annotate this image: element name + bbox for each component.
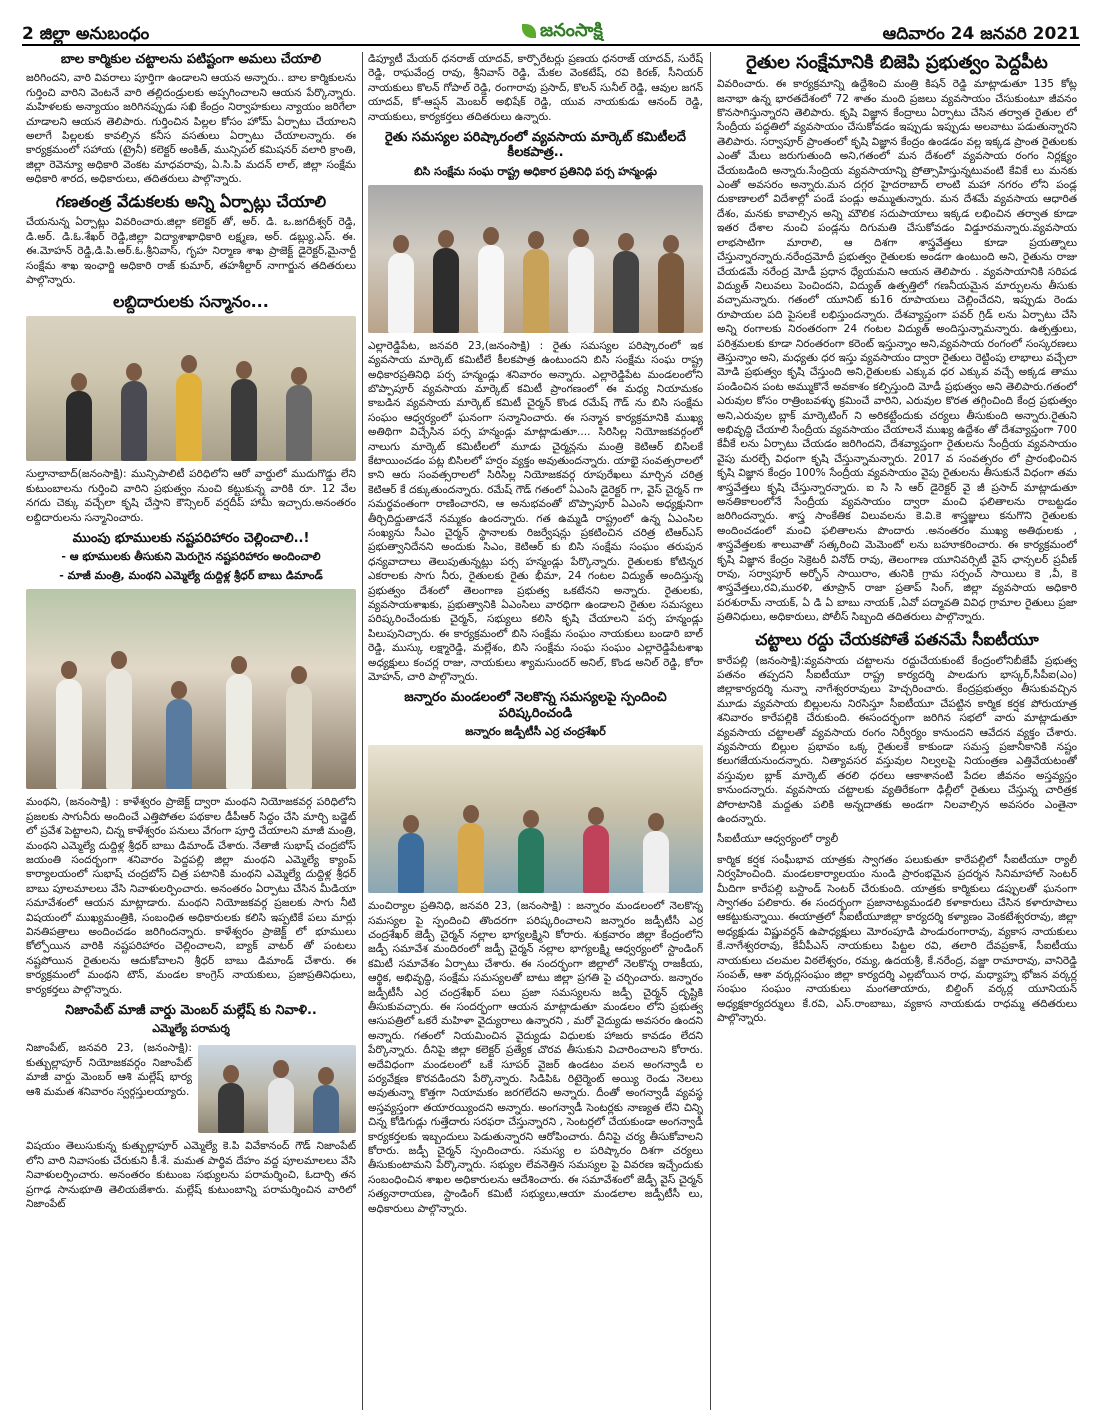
article-body: చేయనున్న ఏర్పాట్లు వివరించారు.జిల్లా కలెక్టర్ తో, అర్. డి. ఒ.జగదీశ్వర్ రెడ్డి, డి.అర్. డి.ఓ.శేఖర్ రెడ్డి,జిల్లా విద్యాశాఖాధికారి లక్ష్మణ, అర్. డబ్ల్యు.ఎస్. ఈ. ఈ.మోహన్ రెడ్డి,డి.పి.అర్.ఓ.శ్రీనివాస్, గృహ నిర్మాణ శాఖ ప్రాజెక్ట్ డైరెక్టర్,మైనార్టీ సంక్షేమ శాఖ ఇంఛార్జి అధికారి రాజ్ కుమార్, తహశీల్దార్ నాగార్జున తదితరులు పాల్గొన్నారు.	[26, 216, 356, 287]
photo-figure	[478, 245, 504, 333]
photo-figure	[398, 833, 424, 893]
article-row	[26, 1041, 356, 1139]
photo-figure	[106, 669, 132, 789]
article-subhead: - ఆ భూములకు తీసుకుని మెరుగైన నష్టపరిహారం అందించాలి	[61, 550, 321, 564]
article-headline: రైతు సమస్యల పరిష్కారంలో వ్యవసాయ మార్కెట్ కమిటీలదే కీలకపాత్ర..	[385, 130, 686, 161]
article-headline: బాల కార్మికుల చట్టాలను పటిష్టంగా అమలు చేయాలి	[60, 52, 322, 67]
article-headline: ముంపు భూములకు నష్టపరిహారం చెల్లించాలి..!	[72, 530, 310, 546]
news-photo	[368, 745, 703, 893]
photo-figure	[613, 251, 639, 333]
photo-figure	[458, 823, 484, 893]
photo-figure	[286, 385, 312, 461]
article-headline: గణతంత్ర వేడుకలకు అన్ని ఏర్పాట్లు చేయాలి	[55, 191, 327, 211]
photo-figure	[643, 831, 669, 893]
article-headline: లబ్దిదారులకు సన్మానం...	[113, 292, 269, 312]
article-body: సీఐటీయూ ఆధ్వర్యంలో ర్యాలీ	[717, 833, 839, 846]
article-body: విషయం తెలుసుకున్న కుత్బుల్లాపూర్ ఎమ్మెల్యే కె.పి వివేకానంద్ గౌడ్ నిజాంపేట్ లోని వారి నివాసంకు చేరుకుని కీ.శే. మమత పార్థివ దేహం వద్ద పూలమాలలు వేసి నివాళులర్పించారు. అనంతరం కుటుంబ సభ్యులను పరామర్శించి, ఓదార్చి తన ప్రగాఢ సానుభూతి తెలియజేశారు. మల్లేష్ కుటుంబాన్ని పరామర్శించిన వారిలో నిజాంపేట్	[26, 1140, 356, 1210]
photo-figure	[433, 248, 459, 333]
photo-figure	[66, 391, 92, 461]
photo-figure	[313, 1085, 339, 1133]
article-body: వివరించారు. ఈ కార్యక్రమాన్ని ఉద్దేశించి మంత్రి కిషన్ రెడ్డి మాట్లాడుతూ 135 కోట్ల జనాభా ఉన్న భారతదేశంలో 72 శాతం మంది ప్రజలు వ్యవసాయం చేసుకుంటూ జీవనం కొనసాగిస్తున్నారని తెలిపారు. కృషి విజ్ఞాన కేంద్రాలు ఏర్పాటు చేసిన తర్వాత రైతుల లో సేంద్రీయ పద్ధతిలో వ్యవసాయం చేసుకోవడం ఇప్పుడు ఇప్పుడు అలవాటు పడుతున్నారని తెలిపారు. సర్వాపూర్ ప్రాంతంలో కృషి విజ్ఞాన కేంద్రం ఉండడం వల్ల ఇక్కడ ప్రాంత రైతులకు ఎంతో మేలు జరుగుతుంది అని,గతంలో మన దేశంలో వ్యవసాయ రంగం నిర్లక్ష్యం చేయబడింది అన్నారు.సేంద్రియ వ్యవసాయాన్ని ప్రోత్సాహిస్తున్నటువంటి కేవికే లు మనకు ఎంతో అవసరం అన్నారు.మన దగ్గర హైదరాబాద్ లాంటి మహా నగరం లోని పండ్ల దుకాణాలలో విదేశాల్లో పండే పండ్లు అమ్ముతున్నారు. మన దేశమే వ్యవసాయ ఆధారిత దేశం, మనకు కావాల్సిన అన్ని మౌలిక సదుపాయాలు ఇక్కడ లభించిన తర్వాత కూడా ఇతర దేశాల నుంచి పండ్లను దిగుమతి చేసుకోవడం విడ్డూరమన్నారు.వ్యవసాయ లాభసాటిగా మారాలి, ఆ దిశగా శాస్త్రవేత్తలు కూడా ప్రయత్నాలు చేస్తున్నారన్నారు.నరేంద్రమోదీ ప్రభుత్వం రైతులకు అండగా ఉంటుంది అని, రైతును రాజు చేయడమే నరేంద్ర మోడీ ప్రధాన ధ్యేయమని ఆయన తెలిపారు . వ్యవసాయానికి సరిపడ విద్యుత్ నిలువలు పెంచిందని, విద్యుత్ ఉత్పత్తిలో గణనీయమైన మార్పులను తీసుకు వచ్చామన్నారు. గతంలో యూనిట్ కు16 రూపాయలు చెల్లించేదని, ఇప్పుడు రెండు రూపాయల పది పైసలకే లభిస్తుందన్నారు. దేశవ్యాప్తంగా పవర్ గ్రిడ్ లను ఏర్పాటు చేసి అన్ని రంగాలకు నిరంతరంగా 24 గంటల విద్యుత్ అందిస్తున్నామన్నారు. ఉత్పత్తులు, పరిశ్రమలకు కూడా నిరంతరంగా కరెంట్ ఇస్తున్నాం అని,వ్యవసాయ రంగంలో సంస్కరణలు తెస్తున్నాం అని, మధ్యతు ధర ఇస్తు వ్యవసాయం ద్వారా రైతులు రెట్టింపు లాభాలు వచ్చేలా మోడి ప్రభుత్వం కృషి చేస్తుంది అని,రైతులకు ఎక్కువ ధర ఎక్కువ వచ్చే అక్కడ తాము పండించిన పంట అమ్ముకొనే అవకాశం కల్పిస్తుంది మోడీ ప్రభుత్వం అని తెలిపారు.గతంలో ఎరువుల కోసం రాత్రింబవళ్ళు క్రమించే వారిని, ఎరువుల కొరత తగ్గించింది కేంద్ర ప్రభుత్వం అని,ఎరువుల బ్లాక్ మార్కెటింగ్ ని అరికట్టేందుకు చర్యలు తీసుకుంది అన్నారు.రైతుని అభివృద్ధి చేయాలి సేంద్రీయ వ్యవసాయం చేయాలనే ముఖ్య ఉద్దేశం తో దేశవ్యాప్తంగా 700 కేవీకే లను ఏర్పాటు చేయడం జరిగిందని, దేశవ్యాప్తంగా రైతులను సేంద్రీయ వ్యవసాయం వైపు మరల్చే విధంగా కృషి చేస్తున్నామన్నారు. 2017 వ సంవత్సరం లో ప్రారంభించిన కృషి విజ్ఞాన కేంద్రం 100% సేంద్రీయ వ్యవసాయం వైపు రైతులను తీసుకునే విధంగా తమ శాస్త్రవేత్తలు కృషి చేస్తున్నారన్నారు. ఐ సి సి ఆర్ డైరెక్టర్ వై జీ ప్రసాద్ మాట్లాడుతూ అనతికాలంలోనే సేంద్రీయ వ్యవసాయం ద్వారా మంచి ఫలితాలను రాబట్టడం జరిగిందన్నారు. శాస్త్ర సాంకేతిక విలువలను కె.వి.కె శాస్త్రజ్ఞులు కనుగొని రైతులకు అందించడంలో మంచి ఫలితాలను పొందారు .అనంతరం ముఖ్య అతిథులకు , శాస్త్రవేత్తలకు శాలువాతో సత్కరించి మెమెంటో లను బహూకరించారు. ఈ కార్యక్రమంలో కృషి విజ్ఞాన కేంద్రం సెక్రెటరీ వినోద్ రావు, తెలంగాణ యూనివర్సిటీ వైస్ ఛాన్సలర్ ప్రవీణ్ రావు, సర్వాపూర్ అర్బోన్ సాయిరాం, తునికి గ్రామ సర్పంచ్ సాయిలు కె ,వీ, కె శాస్త్రవేత్తలు,రవి,మురళి, తూప్రాన్ రాజా ప్రతాప్ సింగ్, జిల్లా వ్యవసాయ అధికారి పరశురామ్ నాయక్, ఏ డి ఏ బాబు నాయక్ ,ఏవో పద్మావతి వివిధ గ్రామాల రైతులు ప్రజా ప్రతినిధులు, అధికారులు, పోలీస్ సిబ్బంది తదితరులు పాల్గొన్నారు.	[717, 78, 1077, 624]
news-photo	[26, 589, 356, 789]
article-subhead: బిసి సంక్షేమ సంఘ రాష్ట్ర అధికార ప్రతినిధి పర్స హన్మండ్లు	[414, 164, 657, 178]
column-divider	[362, 52, 363, 1410]
photo-figure	[583, 825, 609, 893]
article-body: జరిగిందని, వారి వివరాలు పూర్తిగా ఉండాలని ఆయన అన్నారు.. బాల కార్మికులను గుర్తించి వారిని వెంటనే వారి తల్లిదండ్రులకు అప్పగించాలని ఆయన పేర్కొన్నారు. మహిళలకు అన్యాయం జరిగినప్పుడు సఖి కేంద్రం నిర్వాహకులు న్యాయం జరిగేలా చూడాలని ఆయన తెలిపారు. గుర్తించిన పిల్లల కోసం హోమ్ ఏర్పాటు చేయాలని అలాగే పిల్లలకు కావల్సిన కనీస వసతులు ఏర్పాటు చేయాలన్నారు. ఈ కార్యక్రమంలో సహాయ (ట్రైనీ) కలెక్టర్ అంకిత్, మున్సిపల్ కమిషనర్ వలారి క్రాంతి, జిల్లా రెవెన్యూ అధికారి వెంకట మాధవరావు, ఏ.సి.పి మదన్ లాల్, జిల్లా సంక్షేమ అధికారి శారద, అధికారులు, తదితరులు పాల్గొన్నారు.	[26, 72, 356, 186]
photo-figure	[226, 674, 252, 789]
masthead-logo	[522, 20, 603, 45]
column-middle	[368, 52, 703, 1412]
article-body: డిప్యూటీ మేయర్ ధనరాజ్ యాదవ్, కార్పొరేటర్లు ప్రణయ ధనరాజ్ యాదవ్, సురేష్ రెడ్డి, రాఘవేంద్ర రావు, శ్రీనివాస్ రెడ్డి, మేకల వెంకటేష్, రవి కిరణ్, సీనియర్ నాయకులు కొలన్ గోపాల్ రెడ్డి, రంగారావు ప్రసాద్, కొలన్ సునీల్ రెడ్డి, ఆవుల జగన్ యాదవ్, కో-ఆప్షన్ మెంబర్ అభిషేక్ రెడ్డి, యువ నాయకుడు ఆనంద్ రెడ్డి, నాయకులు, కార్యకర్తలు తదితరులు ఉన్నారు.	[368, 53, 703, 123]
article-subhead: ఎమ్మెల్యే పరామర్శ	[152, 1022, 230, 1036]
article-body: మంథని, (జనంసాక్షి) : కాళేశ్వరం ప్రాజెక్ట్ ద్వారా మంథని నియోజకవర్గ పరిధిలోని ప్రజలకు సాగునీరు అందించే ఎత్తిపోతల పథకాల డీపీఆర్ సిద్ధం చేసి మార్చి బడ్జెట్ లో ప్రవేశ పెట్టాలని, చిన్న కాళేశ్వరం పనులు వేగంగా పూర్తి చేయాలని మాజీ మంత్రి, మంథని ఎమ్మెల్యే దుద్దిళ్ల శ్రీధర్ బాబు డిమాండ్ చేశారు. నేతాజీ సుభాష్ చంద్రబోస్ జయంతి సందర్భంగా శనివారం పెద్దపల్లి జిల్లా మంథని ఎమ్మెల్యే క్యాంప్ కార్యాలయంలో సుభాష్ చంద్రబోస్ చిత్ర పటానికి మంథని ఎమ్మెల్యే దుద్దిళ్ల శ్రీధర్ బాబు పూలమాలలు వేసి నివాళులర్పించారు. అనంతరం ఏర్పాటు చేసిన మీడియా సమావేశంలో ఆయన మాట్లాడారు. మంథని నియోజకవర్గ ప్రజలకు సాగు నీటి విషయంలో ముఖ్యమంత్రికి, సంబంధిత అధికారులకు కలిసి ఇప్పటికే పలు మార్లు వినతిపత్రాలు అందించడం జరిగిందన్నారు. కాళేశ్వరం ప్రాజెక్ట్ లో భూములు కోల్పోయిన వారికి నష్టపరిహారం చెల్లించాలని, బ్యాక్ వాటర్ తో పంటలు నష్టపోయిన రైతులను ఆదుకోవాలని శ్రీధర్ బాబు డిమాండ్ చేశారు. ఈ కార్యక్రమంలో మంథని టౌన్, మండల కాంగ్రెస్ నాయకులు, ప్రజాప్రతినిధులు, కార్యకర్తలు పాల్గొన్నారు.	[26, 796, 356, 996]
logo-text: జనంసాక్షి	[540, 20, 603, 41]
article-body: కారేపల్లి (జనంసాక్షి):వ్యవసాయ చట్టాలను రద్దుచేయకుంటే కేంద్రంలోనిబీజేపీ ప్రభుత్వ పతనం తప్పదని సీఐటీయూ రాష్ట్ర కార్యదర్శి పాలడుగు భాస్కర్,సీపీఐ(ఎం) జిల్లాకార్యదర్శి నున్నా నాగేశ్వరరావులు హెచ్చరించారు. కేంద్రప్రభుత్వం తీసుకువచ్చిన మూడు వ్యవసాయ బిల్లులను నిరసిస్తూ సీఐటీయూ చేపట్టిన కార్మిక కర్షక పోరుయాత్ర శనివారం కారేపల్లికి చేరుకుంది. ఈసందర్భంగా జరిగిన సభలో వారు మాట్లాడుతూ వ్యవసాయ చట్టాలతో వ్యవసాయ రంగం నిర్వీర్యం కానుందని ఆవేదన వ్యక్తం చేశారు. వ్యవసాయ బిల్లుల ప్రభావం ఒక్క రైతులకే కాకుండా సమస్త ప్రజానీకానికి నష్టం కలుగజేయనుందన్నారు. నిత్యావసర వస్తువుల నిల్వలపై నియంత్రణ ఎత్తివేయటంతో వస్తువుల బ్లాక్ మార్కెట్ తరలి ధరలు ఆకాశానంటి పేదల జీవనం అస్తవ్యస్తం కానుందన్నారు. వ్యవసాయ చట్టాలకు వ్యతిరేకంగా ఢిల్లీలో రైతులు చేస్తున్న చారిత్రక పోరాటానికి మద్దతు పలికి అన్నదాతకు అండగా నిలవాల్సిన అవసరం ఎంతైనా ఉందన్నారు.	[717, 654, 1077, 826]
photo-figure	[518, 828, 544, 893]
article-headline: నిజాంపేట్ మాజీ వార్డు మెంబర్ మల్లేష్ కు నివాళి..	[65, 1003, 317, 1018]
photo-figure	[658, 253, 684, 333]
page-number-label: 2 జిల్లా అనుబంధం	[22, 24, 150, 44]
article-headline: రైతుల సంక్షేమానికి బిజెపి ప్రభుత్వం పెద్దపీట	[746, 52, 1048, 73]
column-right	[717, 52, 1077, 1412]
photo-figure	[166, 699, 192, 789]
article-body: సుల్తానాబాద్(జనంసాక్షి): మున్సిపాలిటీ పరిధిలోని ఆరో వార్డులో ముదుగొడ్డు లేని కుటుంబాలను గుర్తించి వారిని ప్రభుత్వం నుంచి కట్టుకున్న వారికి రూ. 12 వేల నగదు చెక్కు వచ్చేలా కృషి చేస్తాని కౌన్సిలర్ వర్షదీప్ హామీ ఇచ్చారు.అనంతరం లబ్దిదారులను సన్మానించారు.	[26, 468, 356, 524]
photo-figure	[176, 373, 202, 461]
photo-figure	[231, 379, 257, 461]
header-rule	[22, 44, 1080, 46]
photo-figure	[388, 253, 414, 333]
photo-figure	[56, 679, 82, 789]
photo-figure	[286, 684, 312, 789]
article-body: కార్మిక కర్షక సంఘీభావ యాత్రకు స్వాగతం పలుకుతూ కారేపల్లిలో సీఐటీయూ ర్యాలీ నిర్వహించింది. మండలకార్యాలయం నుండి ప్రారంభమైన ప్రదర్శన సినిమాహాల్ సెంటర్ మీదిగా కారేపల్లి బస్టాండ్ సెంటర్ చేరుకుంది. యాత్రకు కార్మికులు డప్పులతో ఘనంగా స్వాగతం పలికారు. ఈ సందర్భంగా ప్రజానాట్యమండలి కళాకారులు చేసిన కళారూపాలు ఆకట్టుకున్నాయి. ఈయాత్రలో సీఐటీయూజిల్లా కార్యదర్శి కళ్యాణం వెంకటేశ్వరరావు, జిల్లా అధ్యక్షుడు విష్ణువర్ధన్ ఉపాధ్యక్షులు మోరంపూడి పాండురంగారావు, వ్యకాస నాయకులు కే.నాగేశ్వరరావు, కేవీపీఎస్ నాయకులు పిట్టల రవి, తలారి దేవప్రకాశ్, సీఐటీయు నాయకులు చలమల విఠలేశ్వరం, రమ్య, ఉదయశ్రీ, కే.నరేంద్ర, వజ్జా రామారావు, వానిరెడ్డి సంపత్, ఆశా వర్కర్లసంఘం జిల్లా కార్యదర్శి ఎల్లబోయిన రాధ, మధ్యాహ్న భోజన వర్కర్ల సంఘం సంఘం నాయకులు మంగతాయారు, బిల్డింగ్ వర్కర్ల యూనియన్ అధ్యక్షకార్యదర్శులు కే.రవి, ఎస్.రాంబాబు, వ్యకాస నాయకుడు రాధమ్మ తదితరులు పాల్గొన్నారు.	[717, 853, 1077, 1025]
leaf-icon	[522, 24, 536, 38]
photo-figure	[121, 381, 147, 461]
article-body: నిజాంపేట్, జనవరి 23, (జనంసాక్షి): కుత్బుల్లాపూర్ నియోజకవర్గం నిజాంపేట్ మాజీ వార్డు మెంబర్ ఆశి మల్లేష్ భార్య ఆశి మమత శనివారం స్వర్గస్తులయ్యారు.	[26, 1042, 192, 1098]
page-header	[22, 16, 1080, 56]
photo-figure	[523, 249, 549, 333]
photo-figure	[268, 1078, 294, 1133]
article-body: ఎల్లారెడ్డిపేట, జనవరి 23,(జనంసాక్షి) : రైతు సమస్యల పరిష్కారంలో ఇక వ్యవసాయ మార్కెట్ కమిటీలే కీలకపాత్ర ఉంటుందని బిసి సంక్షేమ సంఘ రాష్ట్ర అధికారప్రతినిధి పర్స హన్మండ్లు శనివారం అన్నారు. ఎల్లారెడ్డిపేట మండలంలోని బొప్పాపూర్ వ్యవసాయ మార్కెట్ కమిటీ ప్రాంగణంలో ఈ మధ్య నియామకం కాబడిన వ్యవసాయ మార్కెట్ కమిటీ చైర్మన్ కొండ రమేష్ గౌడ్ ను బిసి సంక్షేమ సంఘం ఆధ్వర్యంలో ఘనంగా సన్మానించారు. ఈ సన్మాన కార్యక్రమానికి ముఖ్య అతిథిగా విచ్చేసిన పర్స హన్మండ్లు మాట్లాడుతూ.... సిరిసిల్ల నియోజకవర్గంలో నాలుగు మార్కెట్ కమిటీలలో మూడు చైర్మన్లను మంత్రి కెటిఆర్ బిసిలకే కేటాయించడం పట్ల బిసిలలో హర్షం వ్యక్తం అవుతుందన్నారు. యాభై సంవత్సరాలలో కాని ఆరు సంవత్సరాలలో సిరిసిల్ల నియోజకవర్గ రూపురేఖలు మార్చిన చరిత్ర కెటిఆర్ కే దక్కుతుందన్నారు. రమేష్ గౌడ్ గతంలో ఏఎంసి డైరెక్టర్ గా, వైస్ చైర్మన్ గా సమర్థవంతంగా రాణించారని, ఆ అనుభవంతో బొప్పాపూర్ ఏఎంసి అధ్యక్షునిగా తీర్చిదిద్దుతాడనే నమ్మకం ఉందన్నారు. గత ఉమ్మడి రాష్ట్రంలో ఉన్న ఏఎంసిల సంఖ్యను సీఎం చైర్మన్ స్థానాలకు రిజర్వేషన్లు ప్రకటించిన చరిత్ర టిఆర్ఎస్ ప్రభుత్వానిదేనని అందుకు సిఎం, కెటిఆర్ కు బిసి సంక్షేమ సంఘం తరుపున ధన్యవాదాలు తెలుపుతున్నట్లు పర్స హన్మండ్లు పేర్కొన్నారు. రైతులకు కోటిన్నర ఎకరాలకు సాగు నీరు, రైతులకు రైతు భీమా, 24 గంటల విద్యుత్ అందిస్తున్న ప్రభుత్వం దేశంలో తెలంగాణ ప్రభుత్వ ఒకటేనని అన్నారు. రైతులకు, వ్యవసాయశాఖకు, ప్రభుత్వానికి ఏఎంసిలు వారధిగా ఉండాలని రైతుల సమస్యలు పరిష్కరించేందుకు చైర్మన్, సభ్యులు కలిసి కృషి చేయాలని పర్స హన్మండ్లు పిలుపునిచ్చారు. ఈ కార్యక్రమంలో బిసి సంక్షేమ సంఘం నాయకులు బండారి బాల్ రెడ్డి, ముస్కు లక్ష్మారెడ్డి, మల్లేశం, బిసి సంక్షేమ సంఘ సంఘం ఎల్లారెడ్డిపేటశాఖ అధ్యక్షులు కంచర్ల రాజు, నాయకులు శ్యామసుందర్ అనిల్, కొండ అనిల్ రెడ్డి, కోరా మోహన్, చారి పాల్గొన్నారు.	[368, 339, 703, 684]
article-body: మంచిర్యాల ప్రతినిధి, జనవరి 23, (జనంసాక్షి) : జన్నారం మండలంలో నెలకొన్న సమస్యల పై స్పందించి తొందరగా పరిష్కరించాలని జన్నారం జడ్పీటీసీ ఎర్ర చంద్రశేఖర్ జెడ్పీ చైర్మన్ నల్లాల భాగ్యలక్ష్మిని కోరారు. శుక్రవారం జిల్లా కేంద్రంలోని జడ్పీ సమావేశ మందిరంలో జడ్పీ చైర్మన్ నల్లాల భాగ్యలక్ష్మి ఆధ్వర్యంలో స్టాండింగ్ కమిటీ సమావేశం ఏర్పాటు చేశారు. ఈ సందర్భంగా జిల్లాలో నెలకొన్న రాజకీయ, ఆర్థిక, అభివృద్ధి, సంక్షేమ సమస్యలతో బాటు జిల్లా ప్రగతి పై చర్చించారు. జన్నారం జడ్పీటీసీ ఎర్ర చంద్రశేఖర్ పలు ప్రజా సమస్యలను జడ్పీ చైర్మన్ దృష్టికి తీసుకువచ్చారు. ఈ సందర్భంగా ఆయన మాట్లాడుతూ మండలం లోని ప్రభుత్వ ఆసుపత్రిలో ఒకరే మహిళా వైద్యురాలు ఉన్నారని , మరో వైద్యుడు అవసరం ఉందని అన్నారు. గతంలో నియమించిన వైద్యుడు విధులకు హాజరు కావడం లేదని పేర్కొన్నారు. దీనిపై జిల్లా కలెక్టర్ ప్రత్యేక చొరవ తీసుకుని విచారించాలని కోరారు. అదేవిధంగా మండలంలో ఒకే సూపర్ వైజర్ ఉండటం వలన అంగన్వాడీ ల పర్యవేక్షణ కొరవడిందని పేర్కొన్నారు. సిడిపిఓ రిటైర్మెంట్ అయ్యి రెండు నెలలు అవుతున్నా కొత్తగా నియామకం జరగలేదని అన్నారు. దీంతో అంగన్వాడీ వ్యవస్థ అస్తవ్యస్తంగా తయారయ్యిందని అన్నారు. అంగన్వాడీ సెంటర్లకు నాణ్యత లేని చిన్ని చిన్న కోడిగుడ్లు గుత్తేదారు సరఫరా చేస్తున్నారని , సెంటర్లలో చేయకుండా అంగన్వాడీ కార్యకర్తలకు ఇబ్బందులు పెడుతున్నారని ఆరోపించారు. దీనిపై చర్య తీసుకోవాలని కోరారు. జడ్పీ చైర్మన్ స్పందించారు. సమస్య ల పరిష్కారం దిశగా చర్యలు తీసుకుంటామని పేర్కొన్నారు. సభ్యుల లేవనెత్తిన సమస్యల పై వివరణ ఇచ్చేందుకు సంబంధించిన శాఖల అధికారులను ఆదేశించారు. ఈ సమావేశంలో జెడ్పీ వైస్ చైర్మన్ సత్యనారాయణ, స్టాండింగ్ కమిటీ సభ్యులు,ఆయా మండలాల జడ్పీటీసీ లు, అధికారులు పాల్గొన్నారు.	[368, 900, 703, 1215]
news-photo	[198, 1045, 356, 1133]
photo-figure	[568, 247, 594, 333]
issue-date: ఆదివారం 24 జనవరి 2021	[882, 24, 1080, 44]
article-headline: చట్టాలు రద్దు చేయకపోతే పతనమే సీఐటీయూ	[755, 629, 1039, 649]
news-photo	[26, 316, 356, 461]
article-subhead: - మాజీ మంత్రి, మంథని ఎమ్మెల్యే దుద్దిళ్ల శ్రీధర్ బాబు డిమాండ్	[59, 569, 323, 583]
photo-figure	[218, 1083, 244, 1133]
article-headline: జన్నారం మండలంలో నెలకొన్న సమస్యలపై స్పందించి పరిష్కరించండి	[404, 690, 667, 721]
article-subhead: జన్నారం జడ్పీటీసీ ఎర్ర చంద్రశేఖర్	[465, 725, 606, 739]
column-left	[26, 52, 356, 1412]
column-divider	[710, 52, 711, 1410]
news-photo	[368, 185, 703, 333]
